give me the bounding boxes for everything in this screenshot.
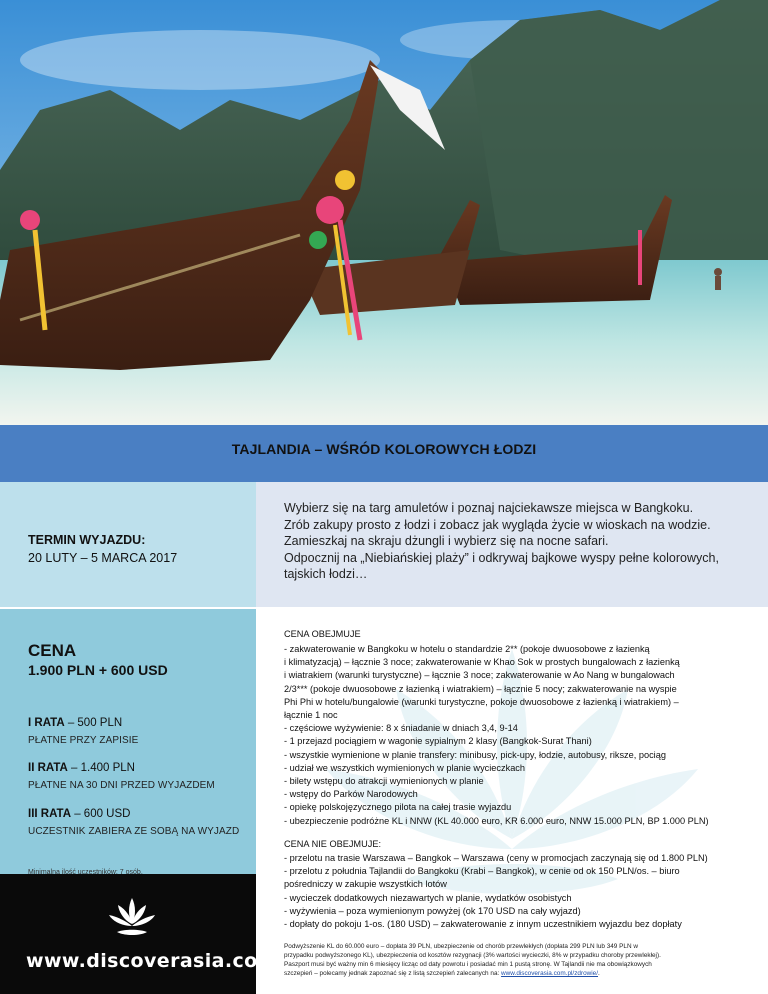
list-item: - wycieczek dodatkowych niezawartych w planie, wydatków osobistych bbox=[284, 892, 572, 903]
hero-photo-longtail-boats bbox=[0, 0, 768, 425]
list-item: - wszystkie wymienione w planie transfery: minibusy, pick-upy, łodzie, autobusy, riksze, pociąg bbox=[284, 749, 666, 760]
intro-line: Zrób zakupy prosto z łodzi i zobacz jak wygląda życie w wioskach na wodzie. bbox=[284, 517, 711, 532]
footnote-line: przypadku podwyższonego KL), ubezpieczenia od kosztów rezygnacji (3% wartości wycieczki, 8% w przypadku choroby przewlekłej). bbox=[284, 952, 661, 959]
intro-text bbox=[284, 500, 754, 583]
intro-line: tajskich łodzi… bbox=[284, 567, 368, 582]
lotus-icon bbox=[107, 896, 157, 940]
footnote bbox=[284, 942, 762, 978]
list-item: - udział we wszystkich wymienionych w planie wycieczkach bbox=[284, 762, 526, 773]
excludes-list bbox=[284, 852, 760, 931]
installment-1: I RATA – 500 PLN bbox=[28, 717, 123, 729]
departure-date-value: 20 LUTY – 5 MARCA 2017 bbox=[28, 551, 178, 565]
footnote-line: szczepień – polecamy jednak zapoznać się z listą szczepień zalecanych na: www.discoverasia.com.pl/zdrowie/. bbox=[284, 970, 600, 977]
intro-line: Zamieszkaj na skraju dżungli i wybierz się na nocne safari. bbox=[284, 534, 609, 549]
list-item: - opiekę polskojęzycznego pilota na całej trasie wyjazdu bbox=[284, 802, 512, 813]
list-item: - częściowe wyżywienie: 8 x śniadanie w dniach 3,4, 9-14 bbox=[284, 723, 518, 734]
list-item: 2/3*** (pokoje dwuosobowe z łazienką i wiatrakiem) – łącznie 5 nocy; zakwaterowanie na wyspie bbox=[284, 683, 677, 694]
list-item: - wyżywienia – poza wymienionym powyżej (ok 170 USD na cały wyjazd) bbox=[284, 905, 581, 916]
list-item: - przelotu z południa Tajlandii do Bangkoku (Krabi – Bangkok), w cenie od ok 150 PLN/os. – biuro bbox=[284, 866, 680, 877]
intro-line: Odpocznij na „Niebiańskiej plaży” i odkrywaj bajkowe wyspy pełne kolorowych, bbox=[284, 550, 719, 565]
list-item: Phi Phi w hotelu/bungalowie (warunki turystyczne, pokoje dwuosobowe z łazienką i wiatrakiem) – bbox=[284, 696, 679, 707]
footnote-line: Podwyższenie KL do 60.000 euro – dopłata 39 PLN, ubezpieczenie od chorób przewlekłych (dopłata 299 PLN lub 349 PLN w bbox=[284, 943, 638, 950]
health-info-link[interactable]: www.discoverasia.com.pl/zdrowie/ bbox=[501, 970, 599, 977]
list-item: - ubezpieczenie podróżne KL i NNW (KL 40.000 euro, KR 6.000 euro, NNW 15.000 PLN, BP 1.000 PLN) bbox=[284, 815, 709, 826]
list-item: łącznie 1 noc bbox=[284, 710, 338, 721]
departure-date-label: TERMIN WYJAZDU: bbox=[28, 533, 146, 547]
list-item: - przelotu na trasie Warszawa – Bangkok – Warszawa (ceny w promocjach zaczynają się od 1.800 PLN) bbox=[284, 853, 708, 863]
includes-list bbox=[284, 643, 760, 828]
list-item: i klimatyzacją) – łącznie 3 noce; zakwaterowanie w Khao Sok w prostych bungalowach z łazienką bbox=[284, 657, 680, 668]
installment-2: II RATA – 1.400 PLN bbox=[28, 762, 135, 774]
installment-1-note: PŁATNE PRZY ZAPISIE bbox=[28, 735, 139, 746]
list-item: - 1 przejazd pociągiem w wagonie sypialnym 2 klasy (Bangkok-Surat Thani) bbox=[284, 736, 592, 747]
intro-line: Wybierz się na targ amuletów i poznaj najciekawsze miejsca w Bangkoku. bbox=[284, 501, 694, 515]
list-item: - zakwaterowanie w Bangkoku w hotelu o standardzie 2** (pokoje dwuosobowe z łazienką bbox=[284, 644, 650, 654]
list-item: - bilety wstępu do atrakcji wymienionych w planie bbox=[284, 776, 484, 787]
page-title: TAJLANDIA – WŚRÓD KOLOROWYCH ŁODZI bbox=[231, 441, 537, 457]
installment-3: III RATA – 600 USD bbox=[28, 808, 131, 820]
excludes-heading: CENA NIE OBEJMUJE: bbox=[284, 839, 381, 849]
list-item: pośredniczy w zakupie wszystkich lotów bbox=[284, 879, 447, 890]
footnote-line: Paszport musi być ważny min 6 miesięcy licząc od daty powrotu i posiadać min 1 pustą stronę. W Tajlandii nie ma obowiązkowych bbox=[284, 961, 652, 968]
brand-website-link[interactable]: www.discoverasia.com.pl bbox=[26, 950, 307, 972]
price-value: 1.900 PLN + 600 USD bbox=[28, 662, 168, 678]
installment-2-note: PŁATNE NA 30 DNI PRZED WYJAZDEM bbox=[28, 780, 215, 791]
list-item: - wstępy do Parków Narodowych bbox=[284, 789, 418, 800]
minimum-participants: Minimalna ilość uczestników: 7 osób. bbox=[28, 869, 143, 876]
includes-heading: CENA OBEJMUJE bbox=[284, 629, 361, 639]
installment-3-note: UCZESTNIK ZABIERA ZE SOBĄ NA WYJAZD bbox=[28, 826, 240, 837]
price-label: CENA bbox=[28, 641, 77, 660]
list-item: i wiatrakiem (warunki turystyczne) – łącznie 3 noce; zakwaterowanie w Ao Nang w bungalowach bbox=[284, 670, 675, 681]
list-item: - dopłaty do pokoju 1-os. (180 USD) – zakwaterowanie z innym uczestnikiem wyjazdu bez dopłaty bbox=[284, 919, 682, 930]
